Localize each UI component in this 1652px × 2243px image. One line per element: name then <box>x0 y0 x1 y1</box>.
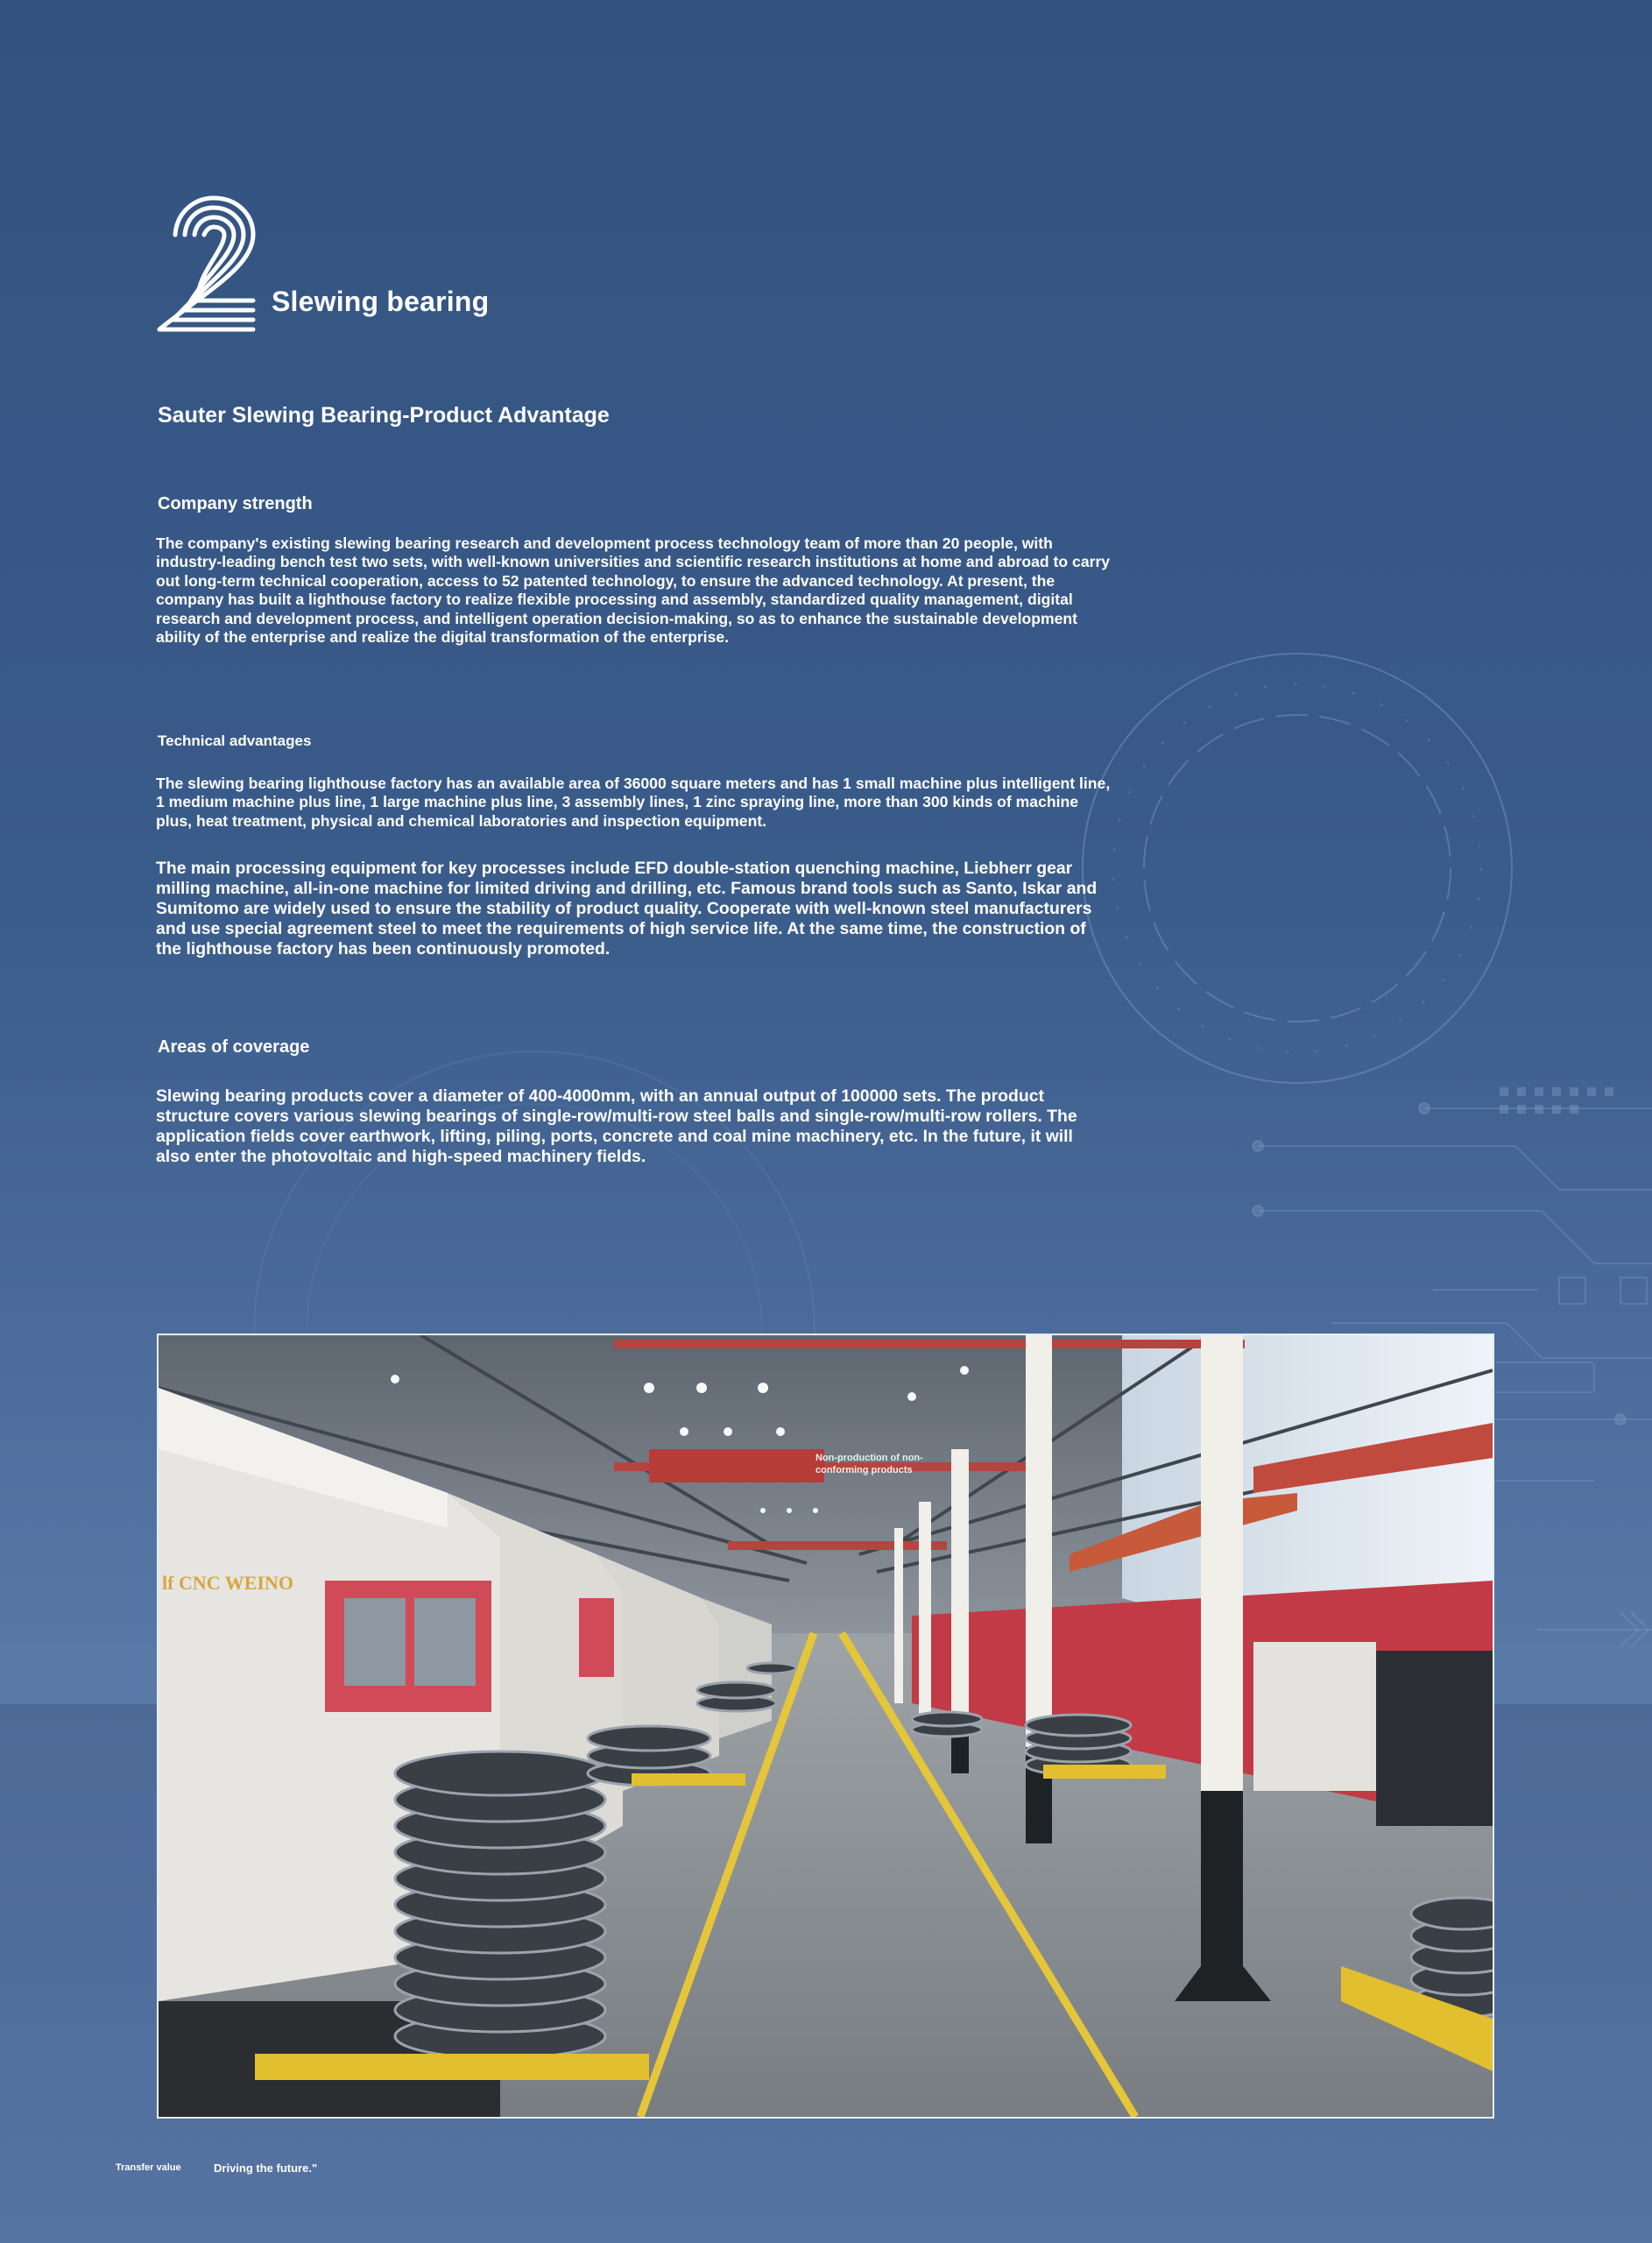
factory-floor-photo <box>157 1334 1494 2119</box>
outlined-number-2-icon <box>156 195 257 333</box>
technical-advantages-paragraph-2: The main processing equipment for key processes include EFD double-station quenching machine, Liebherr gear milling machine, all-in-one machine for limited driving and drilling, etc. Famous brand tools such as Santo, Iskar and Sumitomo are widely used to ensure the stability of product quality. Cooperate with well-known steel manufacturers and use special agreement steel to meet the requirements of high service life. At the same time, the construction of the lighthouse factory has been continuously promoted. <box>156 859 1098 959</box>
photo-sign-line-1: Non-production of non- <box>815 1453 923 1463</box>
photo-machine-brand: lf CNC WEINO <box>162 1572 293 1594</box>
company-strength-paragraph: The company's existing slewing bearing research and development process technology team of more than 20 people, with industry-leading bench test two sets, with well-known universities and scientific research institutions at home and abroad to carry out long-term technical cooperation, access to 52 patented technology, to ensure the advanced technology. At present, the company has built a lighthouse factory to realize flexible processing and assembly, standardized quality management, digital research and development process, and intelligent operation decision-making, so as to enhance the sustainable development ability of the enterprise and realize the digital transformation of the enterprise. <box>156 534 1111 647</box>
dot-grid <box>1500 1087 1613 1114</box>
photo-sign-line-2: conforming products <box>815 1465 913 1475</box>
chapter-title: Slewing bearing <box>272 286 490 317</box>
areas-of-coverage-paragraph: Slewing bearing products cover a diameter of 400-4000mm, with an annual output of 100000 sets. The product structure covers various slewing bearings of single-row/multi-row steel balls and single-row/multi-row rollers. The application fields cover earthwork, lifting, piling, ports, concrete and coal mine machinery, etc. In the future, it will also enter the photovoltaic and high-speed machinery fields. <box>156 1086 1077 1166</box>
technical-advantages-heading: Technical advantages <box>158 732 312 749</box>
areas-of-coverage-heading: Areas of coverage <box>158 1037 310 1057</box>
footer-tagline-right: Driving the future." <box>214 2162 318 2175</box>
page-heading: Sauter Slewing Bearing-Product Advantage <box>158 403 610 428</box>
slewing-ring-gear-outline-icon <box>1083 654 1512 1083</box>
technical-advantages-paragraph-1: The slewing bearing lighthouse factory has an available area of 36000 square meters and has 1 small machine plus intelligent line, 1 medium machine plus line, 1 large machine plus line, 3 assembly lines, 1 zinc spraying line, more than 300 kinds of machine plus, heat treatment, physical and chemical laboratories and inspection equipment. <box>156 775 1111 830</box>
footer-tagline-left: Transfer value <box>116 2162 181 2173</box>
company-strength-heading: Company strength <box>158 494 313 513</box>
